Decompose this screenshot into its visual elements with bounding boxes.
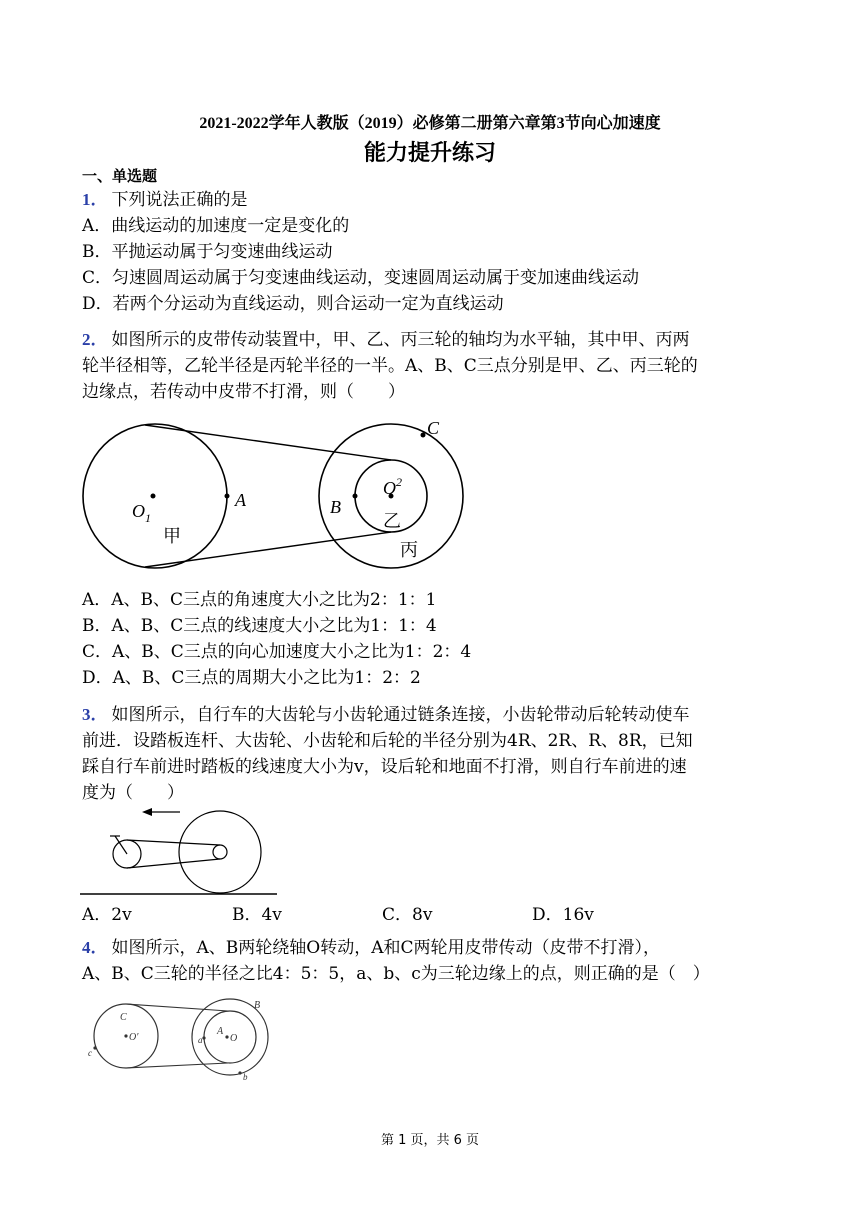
label-c-point: c — [88, 1048, 92, 1058]
question-3-stem-line-3: 踩自行车前进时踏板的线速度大小为v，设后轮和地面不打滑，则自行车前进的速 — [82, 757, 687, 777]
label-o2: $O^2$ — [383, 475, 402, 498]
label-c: C — [427, 418, 440, 438]
bicycle-gear-figure — [80, 805, 280, 900]
point-a — [225, 494, 230, 499]
q2-option-d: D．A、B、C三点的周期大小之比为1：2：2 — [82, 668, 421, 688]
q3-option-d: D．16v — [532, 905, 594, 925]
question-4-stem-line-1: 4． 如图所示，A、B两轮绕轴O转动，A和C两轮用皮带传动（皮带不打滑）， — [82, 938, 660, 958]
q2-option-c: C．A、B、C三点的向心加速度大小之比为1：2：4 — [82, 642, 472, 662]
label-jia: 甲 — [163, 526, 181, 546]
point-c — [421, 433, 426, 438]
point-b — [238, 1071, 241, 1074]
section-heading: 一、单选题 — [82, 167, 158, 185]
question-number: 3． — [82, 705, 108, 724]
q1-option-a: A．曲线运动的加速度一定是变化的 — [82, 216, 350, 236]
label-b: B — [330, 497, 341, 517]
page-footer: 第 1 页，共 6 页 — [380, 1133, 480, 1148]
q3-option-b: B．4v — [232, 905, 282, 925]
question-number: 1． — [82, 190, 108, 209]
label-c-wheel: C — [120, 1012, 127, 1023]
point-c — [93, 1046, 96, 1049]
q3-option-c: C．8v — [382, 905, 433, 925]
label-a-point: a — [198, 1035, 203, 1045]
label-yi: 乙 — [383, 511, 401, 531]
point-a — [202, 1036, 205, 1039]
q2-option-a: A．A、B、C三点的角速度大小之比为2：1：1 — [82, 590, 437, 610]
chain-upper — [127, 840, 220, 845]
q1-option-c: C．匀速圆周运动属于匀变速曲线运动，变速圆周运动属于变加速曲线运动 — [82, 268, 640, 288]
q3-option-a: A．2v — [82, 905, 132, 925]
belt-pulley-figure — [80, 410, 480, 580]
three-wheel-figure — [80, 990, 280, 1085]
question-number: 2． — [82, 330, 108, 349]
q1-option-d: D．若两个分运动为直线运动，则合运动一定为直线运动 — [82, 294, 504, 314]
point-b — [353, 494, 358, 499]
label-o1: $O_1$ — [132, 501, 151, 525]
label-bing: 丙 — [400, 540, 418, 560]
small-gear — [213, 845, 227, 859]
question-2-stem-line-2: 轮半径相等，乙轮半径是丙轮半径的一半。A、B、C三点分别是甲、乙、丙三轮的 — [82, 356, 698, 376]
document-title: 2021-2022学年人教版（2019）必修第二册第六章第3节向心加速度 — [199, 115, 661, 132]
belt-upper — [145, 425, 391, 460]
center-o1 — [151, 494, 156, 499]
rear-wheel — [179, 811, 261, 893]
question-number: 4． — [82, 938, 108, 957]
direction-arrow-icon — [142, 808, 152, 816]
question-4-stem-line-2: A、B、C三轮的半径之比4：5：5，a、b、c为三轮边缘上的点，则正确的是（ ） — [82, 964, 710, 984]
question-2-stem-line-1: 2． 如图所示的皮带传动装置中，甲、乙、丙三轮的轴均为水平轴，其中甲、丙两 — [82, 330, 690, 350]
question-3-stem-line-4: 度为（ ） — [82, 783, 184, 803]
q1-option-b: B．平抛运动属于匀变速曲线运动 — [82, 242, 333, 262]
question-3-stem-line-1: 3． 如图所示，自行车的大齿轮与小齿轮通过链条连接，小齿轮带动后轮转动使车 — [82, 705, 690, 725]
label-o: O — [230, 1033, 238, 1044]
question-2-stem-line-3: 边缘点，若传动中皮带不打滑，则（ ） — [82, 382, 405, 402]
label-a: A — [235, 490, 246, 510]
question-3-stem-line-2: 前进．设踏板连杆、大齿轮、小齿轮和后轮的半径分别为4R、2R、R、8R，已知 — [82, 731, 693, 751]
label-b-wheel: B — [254, 1000, 261, 1011]
question-1-stem: 1． 下列说法正确的是 — [82, 190, 248, 210]
belt-lower — [145, 532, 391, 567]
chain-lower — [127, 859, 220, 868]
label-b-point: b — [243, 1072, 248, 1082]
document-subtitle: 能力提升练习 — [363, 141, 496, 166]
label-a-wheel: A — [217, 1026, 224, 1037]
center-o-prime — [124, 1034, 127, 1037]
label-o-prime: O′ — [129, 1032, 139, 1043]
q2-option-b: B．A、B、C三点的线速度大小之比为1：1：4 — [82, 616, 437, 636]
center-o — [225, 1035, 228, 1038]
